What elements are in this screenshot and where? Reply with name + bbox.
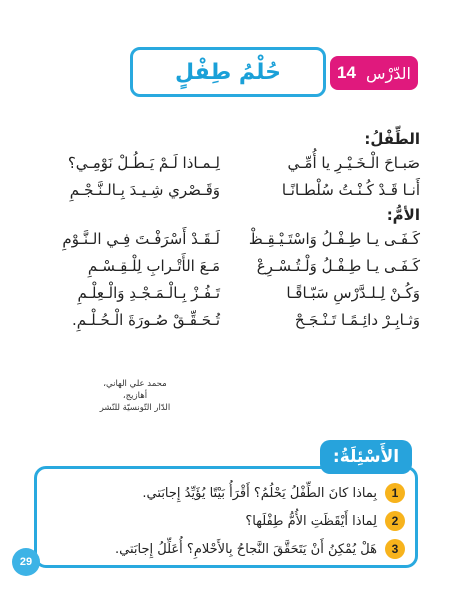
verse-first-half: صَبـاحَ الْـخَـيْـرِ يا أُمِّـي	[287, 154, 420, 172]
question-number-badge: 2	[385, 511, 405, 531]
verse-first-half: وَكُـنْ لِـلـدَّرْسِ سَبّـاقًـا	[286, 284, 420, 302]
question-text: لِماذا أَيْقَظَتِ الأُمُّ طِفْلَها؟	[245, 513, 377, 529]
verse	[40, 226, 420, 253]
question-number-badge: 1	[385, 483, 405, 503]
verse-first-half: كَـفَـى يـا طِـفْـلُ وَلْـتُـسْـرِعْ	[256, 257, 420, 275]
verse-first-half: كَـفَـى يـا طِـفْـلُ وَاسْتَـيْـقِـظْ	[248, 230, 420, 248]
questions-box	[34, 466, 418, 568]
speaker-child: الطِّفْلُ:	[364, 130, 420, 148]
page-number: 29	[12, 548, 40, 576]
source-publisher: الدّار التّونسيّة للنّشر	[99, 403, 171, 413]
page-title: حُلْمُ طِفْلٍ	[130, 47, 326, 97]
poem	[40, 128, 420, 334]
verse-first-half: أَنـا قَـدْ كُـنْـتُ سُلْطـانًـا	[281, 181, 420, 199]
verse	[40, 280, 420, 307]
verse	[40, 177, 420, 204]
verse	[40, 307, 420, 334]
lesson-tab	[330, 56, 418, 90]
questions-header: الأَسْئِلَةُ:	[320, 440, 412, 474]
verse	[40, 150, 420, 177]
poem-source	[90, 378, 180, 414]
verse-second-half: لِـمـاذا لَـمْ يَـطُـلْ نَوْمِـي؟	[67, 154, 220, 172]
question-item	[45, 535, 405, 563]
speaker-mother: الأمُّ:	[386, 206, 420, 224]
verse-second-half: مَـعَ الأَتْـرابِ لِلْـقِـسْـمِ	[87, 257, 220, 275]
lesson-label: الدّرْس	[365, 63, 411, 83]
question-text: بِماذا كانَ الطِّفْلُ يَحْلُمُ؟ أَقْرَأُ بَيْتًا يُؤَيِّدُ إِجابَتي.	[142, 485, 377, 501]
questions-list	[45, 479, 405, 563]
question-item	[45, 479, 405, 507]
verse-second-half: تَـفُـزْ بِـالْـمَـجْـدِ وَالْـعِلْـمِ	[77, 284, 220, 302]
verse	[40, 253, 420, 280]
verse-first-half: وَثـابِـرْ دائِـمًـا تَـنْـجَـحْ	[294, 311, 420, 329]
question-item	[45, 507, 405, 535]
verse-second-half: وَقَـصْري شِـيـدَ بِـالـنَّـجْـمِ	[69, 181, 220, 199]
lesson-number: 14	[337, 63, 356, 82]
source-author: محمد علي الهاني، أهازيج،	[103, 379, 167, 401]
verse-second-half: تُـحَـقِّـقْ صُـورَةَ الْـحُـلْـمِ.	[72, 311, 220, 329]
question-text: هَلْ يُمْكِنُ أَنْ يَتَحَقَّقَ النَّجاحُ بِالأَحْلامِ؟ أُعَلِّلُ إِجابَتي.	[115, 541, 377, 557]
verse-second-half: لَـقَـدْ أَسْرَفْـتَ فِـي الـنَّـوْمِ	[62, 230, 220, 248]
question-number-badge: 3	[385, 539, 405, 559]
